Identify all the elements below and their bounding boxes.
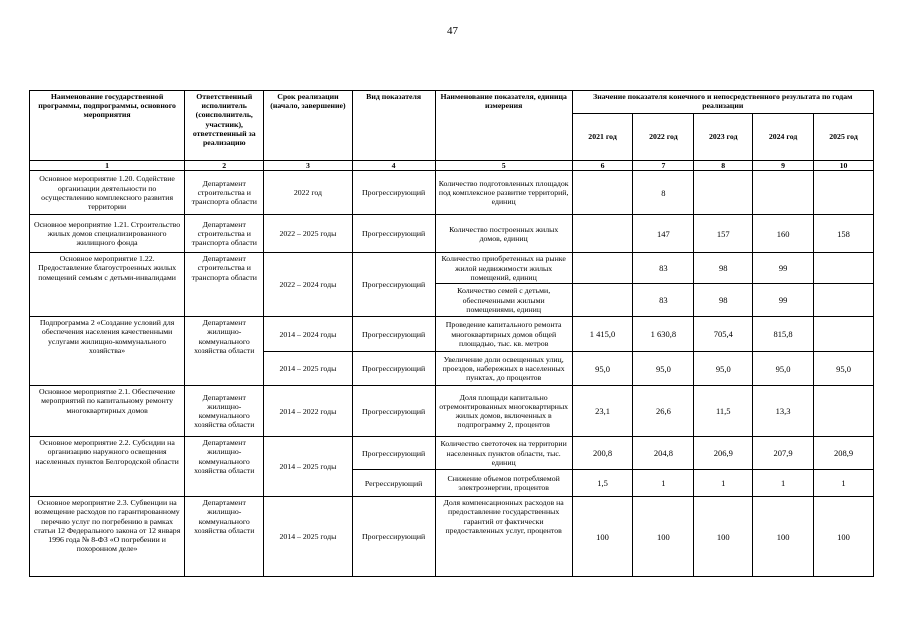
header-executor: Ответственный исполнитель (соисполнитель, участник), ответственный за реализацию: [185, 91, 264, 161]
header-indicator-type: Вид показателя: [352, 91, 435, 161]
indicators-table: [29, 90, 874, 577]
value-cell: 705,4: [694, 317, 753, 352]
period: 2022 год: [264, 171, 352, 215]
value-cell: 95,0: [814, 352, 874, 386]
indicator-name: Проведение капитального ремонта многоквартирных домов общей площадью, тыс. кв. метров: [435, 317, 572, 352]
value-cell: [572, 171, 633, 215]
indicator-type: Прогрессирующий: [352, 437, 435, 470]
column-number: 9: [753, 161, 814, 171]
table-row: [30, 171, 874, 215]
value-cell: [572, 215, 633, 253]
value-cell: 95,0: [753, 352, 814, 386]
indicator-type: Прогрессирующий: [352, 386, 435, 437]
indicator-name: Снижение объемов потребляемой электроэнергии, процентов: [435, 470, 572, 497]
value-cell: [814, 284, 874, 317]
executor: Департамент жилищно-коммунального хозяйства области: [185, 497, 264, 577]
header-values-group: Значение показателя конечного и непосредственного результата по годам реализации: [572, 91, 873, 114]
value-cell: [814, 171, 874, 215]
period: 2022 – 2024 годы: [264, 253, 352, 317]
indicator-name: Количество светоточек на территории населенных пунктов области, тыс. единиц: [435, 437, 572, 470]
table-row: [30, 253, 874, 284]
value-cell: 95,0: [633, 352, 694, 386]
column-number: 6: [572, 161, 633, 171]
indicator-type: Прогрессирующий: [352, 215, 435, 253]
value-cell: 95,0: [694, 352, 753, 386]
executor: Департамент жилищно-коммунального хозяйства области: [185, 437, 264, 497]
indicator-name: Количество приобретенных на рынке жилой недвижимости жилых помещений, единиц: [435, 253, 572, 284]
value-cell: 157: [694, 215, 753, 253]
header-year: 2024 год: [753, 114, 814, 161]
value-cell: 1,5: [572, 470, 633, 497]
value-cell: 1: [753, 470, 814, 497]
value-cell: 11,5: [694, 386, 753, 437]
value-cell: 13,3: [753, 386, 814, 437]
column-number: 7: [633, 161, 694, 171]
executor: Департамент жилищно-коммунального хозяйства области: [185, 317, 264, 386]
value-cell: [572, 253, 633, 284]
value-cell: [694, 171, 753, 215]
period: 2014 – 2024 годы: [264, 317, 352, 352]
table-row: [30, 437, 874, 470]
column-number: 3: [264, 161, 352, 171]
page-number: 47: [447, 25, 458, 37]
indicator-type: Прогрессирующий: [352, 497, 435, 577]
value-cell: 1: [694, 470, 753, 497]
header-row: [30, 91, 874, 114]
value-cell: 23,1: [572, 386, 633, 437]
value-cell: [572, 284, 633, 317]
executor: Департамент строительства и транспорта области: [185, 253, 264, 317]
indicator-name: Увеличение доли освещенных улиц, проездов, набережных в населенных пунктах, до процентов: [435, 352, 572, 386]
period: 2014 – 2025 годы: [264, 352, 352, 386]
header-year: 2021 год: [572, 114, 633, 161]
indicator-name: Количество семей с детьми, обеспеченными жилыми помещениями, единиц: [435, 284, 572, 317]
period: 2014 – 2025 годы: [264, 497, 352, 577]
executor: Департамент строительства и транспорта области: [185, 215, 264, 253]
value-cell: 1: [633, 470, 694, 497]
header-year: 2025 год: [814, 114, 874, 161]
period: 2014 – 2022 годы: [264, 386, 352, 437]
value-cell: 95,0: [572, 352, 633, 386]
value-cell: 208,9: [814, 437, 874, 470]
value-cell: 815,8: [753, 317, 814, 352]
column-number: 1: [30, 161, 185, 171]
executor: Департамент строительства и транспорта области: [185, 171, 264, 215]
measure-name: Подпрограмма 2 «Создание условий для обеспечения населения качественными услугами жилищно-коммунального хозяйства»: [30, 317, 185, 386]
value-cell: 26,6: [633, 386, 694, 437]
value-cell: 204,8: [633, 437, 694, 470]
value-cell: 99: [753, 253, 814, 284]
value-cell: 100: [633, 497, 694, 577]
value-cell: 1: [814, 470, 874, 497]
value-cell: 1 415,0: [572, 317, 633, 352]
column-number: 4: [352, 161, 435, 171]
indicator-type: Прогрессирующий: [352, 352, 435, 386]
value-cell: 147: [633, 215, 694, 253]
measure-name: Основное мероприятие 2.2. Субсидии на организацию наружного освещения населенных пунктов Белгородской области: [30, 437, 185, 497]
indicator-name: Доля компенсационных расходов на предоставление государственных гарантий от фактически предоставленных услуг, процентов: [435, 497, 572, 577]
period: 2014 – 2025 годы: [264, 437, 352, 497]
value-cell: 160: [753, 215, 814, 253]
period: 2022 – 2025 годы: [264, 215, 352, 253]
measure-name: Основное мероприятие 2.1. Обеспечение мероприятий по капитальному ремонту многоквартирных домов: [30, 386, 185, 437]
value-cell: 206,9: [694, 437, 753, 470]
indicator-type: Прогрессирующий: [352, 253, 435, 317]
value-cell: 1 630,8: [633, 317, 694, 352]
indicator-type: Прогрессирующий: [352, 317, 435, 352]
header-period: Срок реализации (начало, завершение): [264, 91, 352, 161]
header-name: Наименование государственной программы, подпрограммы, основного мероприятия: [30, 91, 185, 161]
value-cell: 8: [633, 171, 694, 215]
value-cell: 100: [694, 497, 753, 577]
value-cell: [753, 171, 814, 215]
measure-name: Основное мероприятие 2.3. Субвенции на возмещение расходов по гарантированному перечню услуг по погребению в рамках статьи 12 Федерального закона от 12 января 1996 года № 8-ФЗ «О погребении и похоронном деле»: [30, 497, 185, 577]
executor: Департамент жилищно-коммунального хозяйства области: [185, 386, 264, 437]
value-cell: 158: [814, 215, 874, 253]
column-number: 2: [185, 161, 264, 171]
column-number: 10: [814, 161, 874, 171]
value-cell: 207,9: [753, 437, 814, 470]
value-cell: 100: [814, 497, 874, 577]
value-cell: 83: [633, 284, 694, 317]
header-indicator-name: Наименование показателя, единица измерения: [435, 91, 572, 161]
measure-name: Основное мероприятие 1.20. Содействие организации деятельности по осуществлению комплексного развития территории: [30, 171, 185, 215]
indicator-type: Прогрессирующий: [352, 171, 435, 215]
column-number: 5: [435, 161, 572, 171]
table-row: [30, 317, 874, 352]
value-cell: [814, 317, 874, 352]
header-year: 2023 год: [694, 114, 753, 161]
value-cell: [814, 253, 874, 284]
value-cell: 100: [572, 497, 633, 577]
header-year: 2022 год: [633, 114, 694, 161]
measure-name: Основное мероприятие 1.22. Предоставление благоустроенных жилых помещений семьям с детьми-инвалидами: [30, 253, 185, 317]
indicator-name: Доля площади капитально отремонтированных многоквартирных жилых домов, включенных в подпрограмму 2, процентов: [435, 386, 572, 437]
table-row: [30, 497, 874, 577]
table-row: [30, 215, 874, 253]
value-cell: 200,8: [572, 437, 633, 470]
value-cell: [814, 386, 874, 437]
column-numbers-row: [30, 161, 874, 171]
indicator-name: Количество подготовленных площадок под комплексное развитие территорий, единиц: [435, 171, 572, 215]
indicator-type: Регрессирующий: [352, 470, 435, 497]
value-cell: 100: [753, 497, 814, 577]
table-row: [30, 386, 874, 437]
indicator-name: Количество построенных жилых домов, единиц: [435, 215, 572, 253]
value-cell: 98: [694, 253, 753, 284]
value-cell: 98: [694, 284, 753, 317]
column-number: 8: [694, 161, 753, 171]
value-cell: 99: [753, 284, 814, 317]
value-cell: 83: [633, 253, 694, 284]
measure-name: Основное мероприятие 1.21. Строительство жилых домов специализированного жилищного фонда: [30, 215, 185, 253]
